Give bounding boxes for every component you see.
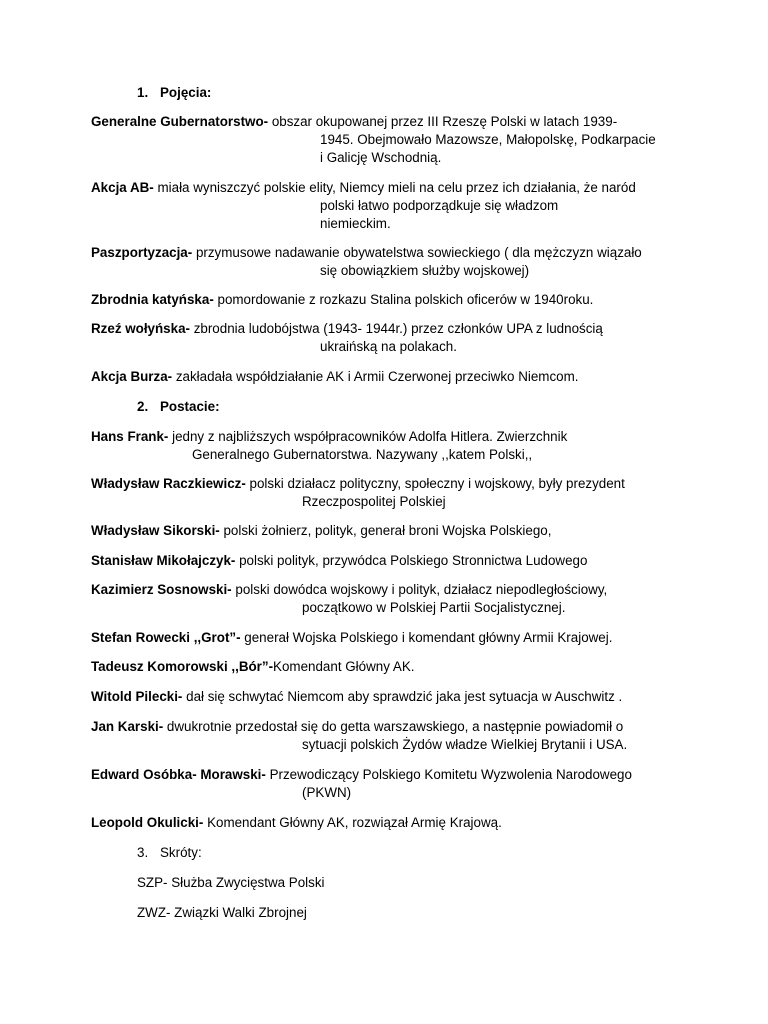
person-description: Przewodiczący Polskiego Komitetu Wyzwolenia Narodowego [265,767,632,782]
concept-term: Zbrodnia katyńska- [91,292,214,307]
person-name: Władysław Sikorski- [91,523,220,538]
person-entry [91,766,691,802]
person-description-continued: Rzeczpospolitej Polskiej [302,494,446,509]
concept-term: Paszportyzacja- [91,245,193,260]
person-name: Tadeusz Komorowski ,,Bór”- [91,659,274,674]
concept-definition-continued: ukraińską na polakach. [320,339,457,354]
person-entry [91,688,691,706]
concept-definition-continued: i Galicję Wschodnią. [320,150,442,165]
person-entry [91,581,691,617]
section-title: Skróty: [160,845,202,860]
section-heading-concepts [137,84,211,102]
concept-definition-continued: 1945. Obejmowało Mazowsze, Małopolskę, Podkarpacie [320,132,656,147]
section-number: 2. [137,399,149,414]
person-name: Stanisław Mikołajczyk- [91,553,236,568]
concept-term: Rzeź wołyńska- [91,321,190,336]
person-description: Komendant Główny AK, rozwiązał Armię Krajową. [203,815,502,830]
concept-definition-continued: niemieckim. [320,216,391,231]
person-description: polski polityk, przywódca Polskiego Stronnictwa Ludowego [235,553,588,568]
person-description: dał się schwytać Niemcom aby sprawdzić jaka jest sytuacja w Auschwitz . [182,689,623,704]
person-name: Władysław Raczkiewicz- [91,476,246,491]
person-entry [91,552,691,570]
person-entry [91,629,691,647]
concept-definition: przymusowe nadawanie obywatelstwa sowieckiego ( dla mężczyzn wiązało [192,245,642,260]
person-description: jedny z najbliższych współpracowników Adolfa Hitlera. Zwierzchnik [168,429,568,444]
person-name: Leopold Okulicki- [91,815,204,830]
person-entry [91,522,691,540]
concept-entry [91,320,691,356]
person-description-continued: początkowo w Polskiej Partii Socjalistycznej. [302,600,566,615]
concept-definition: zbrodnia ludobójstwa (1943- 1944r.) przez członków UPA z ludnością [189,321,603,336]
person-name: Stefan Rowecki ,,Grot”- [91,630,241,645]
section-title: Postacie: [160,399,220,414]
section-heading-people [137,398,220,416]
person-entry [91,475,691,511]
concept-entry [91,179,691,233]
concept-definition: obszar okupowanej przez III Rzeszę Polski w latach 1939- [268,114,618,129]
person-description-continued: Generalnego Gubernatorstwa. Nazywany ,,katem Polski,, [192,447,533,462]
concept-term: Akcja Burza- [91,369,173,384]
concept-term: Akcja AB- [91,180,154,195]
person-entry [91,658,691,676]
concept-entry [91,244,691,280]
concept-term: Generalne Gubernatorstwo- [91,114,269,129]
person-description-continued: sytuacji polskich Żydów władze Wielkiej Brytanii i USA. [302,737,628,752]
concept-definition-continued: polski łatwo podporządkuje się władzom [320,198,559,213]
abbreviation-item: ZWZ- Związki Walki Zbrojnej [137,905,307,920]
person-description-continued: (PKWN) [302,785,352,800]
person-entry [91,718,691,754]
person-description: generał Wojska Polskiego i komendant główny Armii Krajowej. [240,630,613,645]
section-number: 3. [137,845,149,860]
person-name: Jan Karski- [91,719,164,734]
person-description: polski dowódca wojskowy i polityk, działacz niepodległościowy, [231,582,608,597]
abbreviation-item: SZP- Służba Zwycięstwa Polski [137,875,325,890]
person-name: Kazimierz Sosnowski- [91,582,232,597]
person-description: Komendant Główny AK. [273,659,415,674]
section-number: 1. [137,85,149,100]
concept-definition: miała wyniszczyć polskie elity, Niemcy mieli na celu przez ich działania, że naród [153,180,636,195]
person-description: polski działacz polityczny, społeczny i wojskowy, były prezydent [245,476,625,491]
section-title: Pojęcia: [160,85,212,100]
person-name: Hans Frank- [91,429,169,444]
concept-definition: zakładała współdziałanie AK i Armii Czerwonej przeciwko Niemcom. [172,369,579,384]
concept-entry [91,113,691,167]
concept-definition: pomordowanie z rozkazu Stalina polskich oficerów w 1940roku. [213,292,594,307]
section-heading-abbreviations [137,844,202,862]
concept-entry [91,368,691,386]
person-name: Edward Osóbka- Morawski- [91,767,266,782]
concept-definition-continued: się obowiązkiem służby wojskowej) [320,263,530,278]
person-description: polski żołnierz, polityk, generał broni Wojska Polskiego, [219,523,552,538]
concept-entry [91,291,691,309]
person-description: dwukrotnie przedostał się do getta warszawskiego, a następnie powiadomił o [163,719,624,734]
person-name: Witold Pilecki- [91,689,183,704]
person-entry [91,428,691,464]
person-entry [91,814,691,832]
